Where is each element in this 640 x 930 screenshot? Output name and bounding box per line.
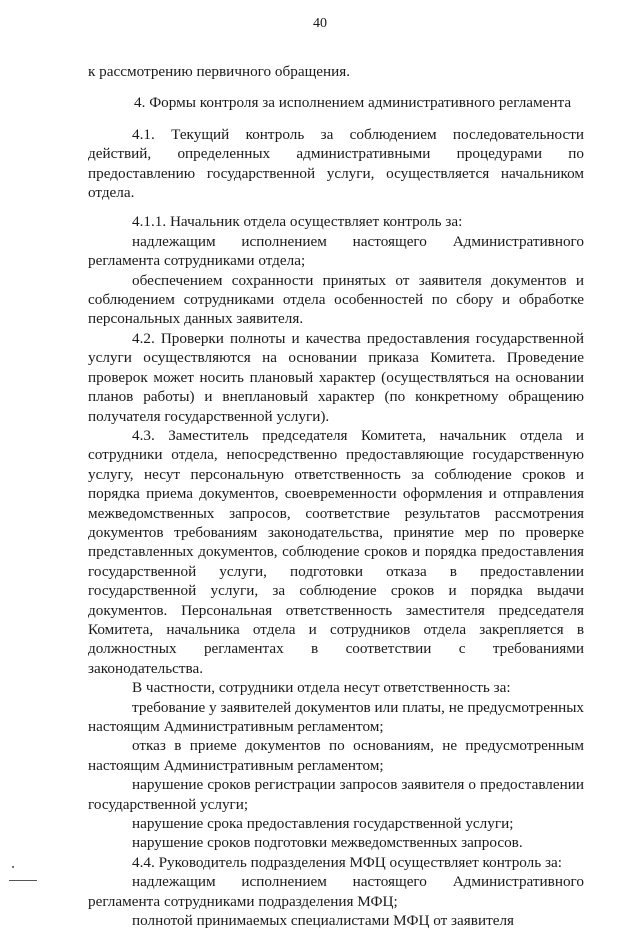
page-number: 40 [313,16,327,31]
paragraph: 4.3. Заместитель председателя Комитета, начальник отдела и сотрудники отдела, непосредственно предоставляющие государственную услугу, несут персональную ответственность за соблюдение сроков и порядка приема документов, своевременности оформления и отправления межведомственных запросов, соответствие результатов рассмотрения документов требованиям законодательства, принятие мер по проверке представленных документов, соблюдение сроков и порядка предоставления государственной услуги, подготовки отказа в предоставлении государственной услуги, за соблюдение сроков и порядка выдачи документов. Персональная ответственность заместителя председателя Комитета, начальника отдела и сотрудников отдела закрепляется в должностных регламентах в соответствии с требованиями законодательства. [88,426,584,677]
list-item: полнотой принимаемых специалистами МФЦ от заявителя [132,912,515,930]
list-item: отказ в приеме документов по основаниям, не предусмотренным настоящим Административным регламентом; [88,737,584,774]
list-item: требование у заявителей документов или платы, не предусмотренных настоящим Административным регламентом; [88,698,584,735]
paragraph: 4.1.1. Начальник отдела осуществляет контроль за: [132,213,463,231]
section-heading: 4. Формы контроля за исполнением административного регламента [134,94,572,112]
paragraph: надлежащим исполнением настоящего Административного регламента сотрудниками отдела; [88,232,584,270]
paragraph: 4.2. Проверки полноты и качества предоставления государственной услуги осуществляются на основании приказа Комитета. Проведение проверок может носить плановый характер (осуществляться на основании планов работы) и внеплановый характер (по конкретному обращению получателя государственной услуги). [88,329,584,425]
paragraph: 4.1. Текущий контроль за соблюдением последовательности действий, определенных административными процедурами по предоставлению государственной услуги, осуществляется начальником отдела. [88,125,584,202]
paragraph: 4.4. Руководитель подразделения МФЦ осуществляет контроль за: [132,853,562,871]
list-item: нарушение сроков подготовки межведомственных запросов. [132,834,523,852]
paragraph: к рассмотрению первичного обращения. [88,63,351,80]
list-item: надлежащим исполнением настоящего Административного регламента сотрудниками подразделения МФЦ; [88,873,584,910]
list-item: нарушение срока предоставления государственной услуги; [132,815,514,833]
document-body [88,62,584,930]
list-item: нарушение сроков регистрации запросов заявителя о предоставлении государственной услуги; [88,776,584,813]
scan-artifact-dot [12,866,14,868]
scan-artifact-line [9,880,37,881]
paragraph: обеспечением сохранности принятых от заявителя документов и соблюдением сотрудниками отдела особенностей по сбору и обработке персональных данных заявителя. [88,271,584,328]
paragraph: В частности, сотрудники отдела несут ответственность за: [132,679,511,697]
